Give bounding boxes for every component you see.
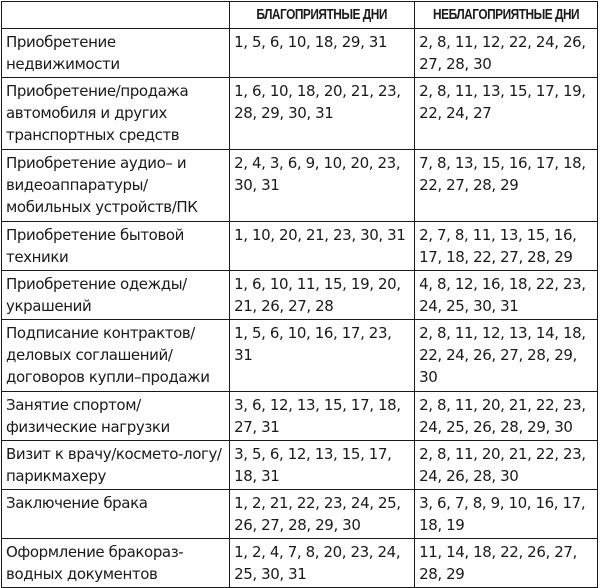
table-row bbox=[2, 78, 598, 150]
unfavorable-cell: 2, 8, 11, 12, 22, 24, 26, 27, 28, 30 bbox=[415, 29, 598, 78]
activity-cell: Приобретение аудио– и видеоаппаратуры/ мобильных устройств/ПК bbox=[2, 150, 230, 222]
favorable-cell: 3, 6, 12, 13, 15, 17, 18, 27, 31 bbox=[230, 392, 415, 441]
unfavorable-cell: 2, 8, 11, 20, 21, 22, 23, 24, 25, 26, 28, 29, 30 bbox=[415, 392, 598, 441]
activity-cell: Приобретение/продажа автомобиля и других транспортных средств bbox=[2, 78, 230, 150]
unfavorable-cell: 2, 8, 11, 13, 15, 17, 19, 22, 24, 27 bbox=[415, 78, 598, 150]
header-row bbox=[2, 2, 598, 29]
unfavorable-cell: 3, 6, 7, 8, 9, 10, 16, 17, 18, 19 bbox=[415, 490, 598, 539]
activity-cell: Визит к врачу/космето-логу/ парикмахеру bbox=[2, 441, 230, 490]
activity-cell: Оформление бракораз-водных документов bbox=[2, 539, 230, 588]
table-row bbox=[2, 150, 598, 222]
favorable-cell: 1, 2, 21, 22, 23, 24, 25, 26, 27, 28, 29, 30 bbox=[230, 490, 415, 539]
table-row bbox=[2, 222, 598, 271]
activity-cell: Приобретение недвижимости bbox=[2, 29, 230, 78]
unfavorable-cell: 2, 8, 11, 20, 21, 22, 23, 24, 26, 28, 30 bbox=[415, 441, 598, 490]
unfavorable-cell: 7, 8, 13, 15, 16, 17, 18, 22, 27, 28, 29 bbox=[415, 150, 598, 222]
activity-cell: Приобретение бытовой техники bbox=[2, 222, 230, 271]
activity-cell: Приобретение одежды/ украшений bbox=[2, 271, 230, 320]
favorable-cell: 1, 5, 6, 10, 16, 17, 23, 31 bbox=[230, 320, 415, 392]
unfavorable-cell: 2, 8, 11, 12, 13, 14, 18, 22, 24, 26, 27, 28, 29, 30 bbox=[415, 320, 598, 392]
activity-cell: Занятие спортом/ физические нагрузки bbox=[2, 392, 230, 441]
favorable-cell: 1, 2, 4, 7, 8, 20, 23, 24, 25, 30, 31 bbox=[230, 539, 415, 588]
unfavorable-cell: 4, 8, 12, 16, 18, 22, 23, 24, 25, 30, 31 bbox=[415, 271, 598, 320]
unfavorable-cell: 11, 14, 18, 22, 26, 27, 28, 29 bbox=[415, 539, 598, 588]
header-unfavorable-label: НЕБЛАГОПРИЯТНЫЕ ДНИ bbox=[433, 7, 580, 23]
header-activity bbox=[2, 2, 230, 29]
table-row bbox=[2, 392, 598, 441]
unfavorable-cell: 2, 7, 8, 11, 13, 15, 16, 17, 18, 22, 27, 28, 29 bbox=[415, 222, 598, 271]
activity-cell: Заключение брака bbox=[2, 490, 230, 539]
favorable-cell: 1, 6, 10, 11, 15, 19, 20, 21, 26, 27, 28 bbox=[230, 271, 415, 320]
favorable-cell: 1, 5, 6, 10, 18, 29, 31 bbox=[230, 29, 415, 78]
header-favorable-label: БЛАГОПРИЯТНЫЕ ДНИ bbox=[256, 7, 388, 23]
header-favorable bbox=[230, 2, 415, 29]
table-row bbox=[2, 441, 598, 490]
table-row bbox=[2, 490, 598, 539]
table-row bbox=[2, 320, 598, 392]
header-unfavorable bbox=[415, 2, 598, 29]
favorable-cell: 3, 5, 6, 12, 13, 15, 17, 18, 31 bbox=[230, 441, 415, 490]
favorable-cell: 2, 4, 3, 6, 9, 10, 20, 23, 30, 31 bbox=[230, 150, 415, 222]
table-row bbox=[2, 539, 598, 588]
table-row bbox=[2, 29, 598, 78]
days-table bbox=[1, 1, 598, 588]
table-row bbox=[2, 271, 598, 320]
activity-cell: Подписание контрактов/ деловых соглашений/ договоров купли–продажи bbox=[2, 320, 230, 392]
favorable-cell: 1, 6, 10, 18, 20, 21, 23, 28, 29, 30, 31 bbox=[230, 78, 415, 150]
favorable-cell: 1, 10, 20, 21, 23, 30, 31 bbox=[230, 222, 415, 271]
